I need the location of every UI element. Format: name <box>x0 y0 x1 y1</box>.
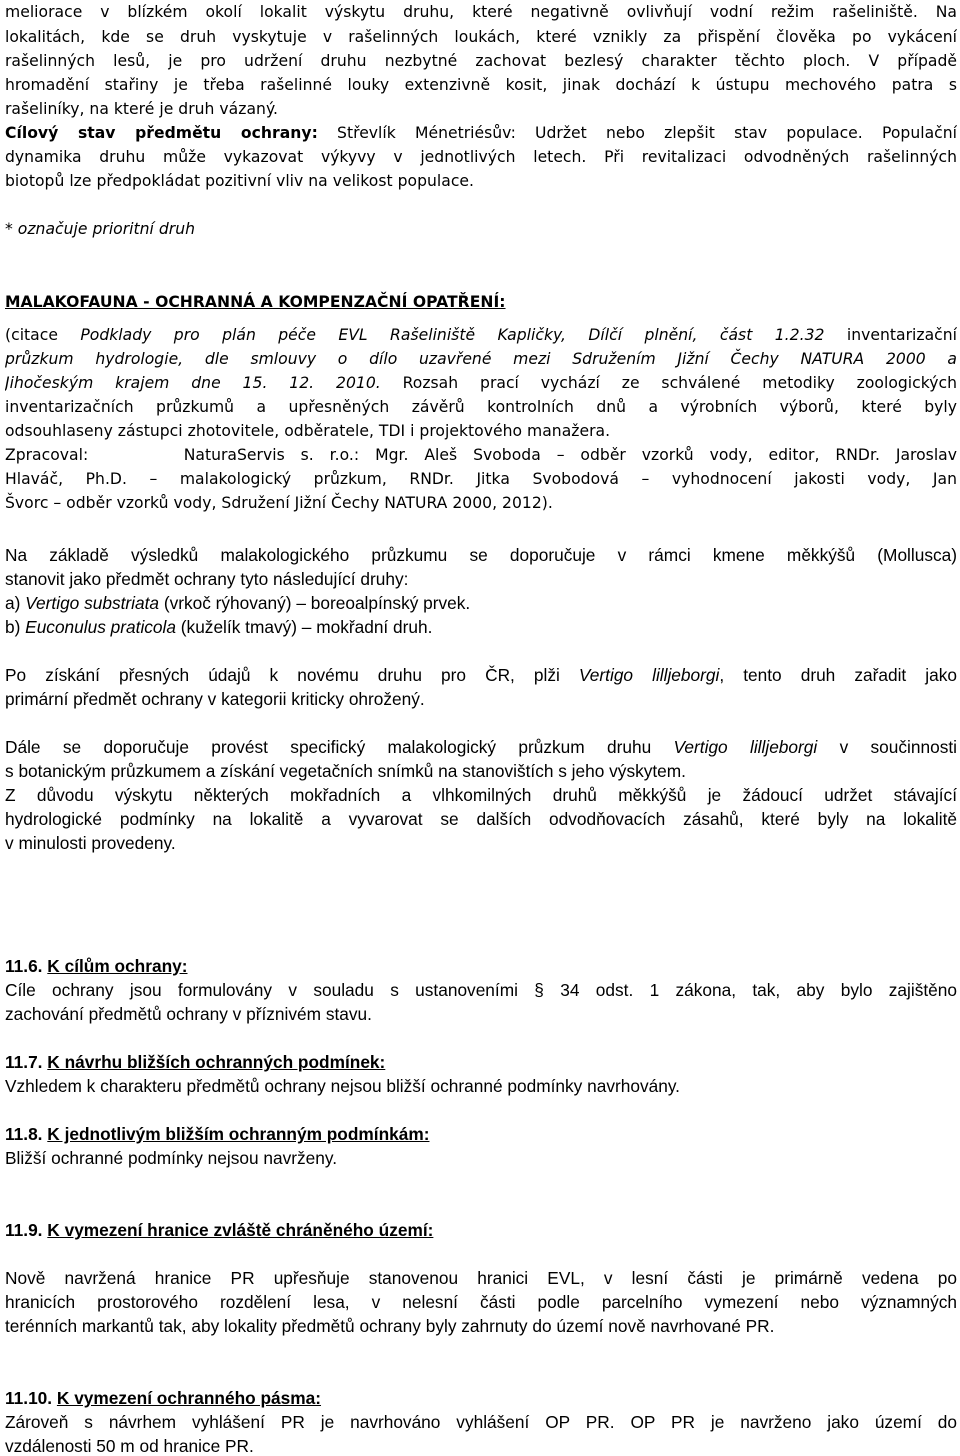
paragraph-line: hromadění stařiny je třeba rašelinné louky extenzivně kosit, jinak dochází k ústupu mechového patra s <box>5 76 957 94</box>
vertigo-paragraph-line <box>5 663 957 687</box>
section-text-line: Vzhledem k charakteru předmětů ochrany nejsou bližší ochranné podmínky navrhovány. <box>5 1076 680 1096</box>
citation-text: Jihočeským krajem dne 15. 12. 2010. <box>5 374 381 392</box>
section-heading-11-6 <box>5 954 957 978</box>
paragraph-line: rašeliníky, na které je druh vázaný. <box>5 100 278 118</box>
paragraph-line: rašelinných lesů, je pro udržení druhu nezbytné zachovat bezlesý charakter těchto ploch. V případě <box>5 52 957 70</box>
section-heading-11-8 <box>5 1122 957 1146</box>
survey-paragraph-line <box>5 735 957 759</box>
survey-paragraph-line: hydrologické podmínky na lokalitě a vyvarovat se dalších odvodňovacích zásahů, které byly na lokalitě <box>5 809 957 829</box>
goal-state-line <box>5 121 957 145</box>
section-heading-11-9 <box>5 1218 957 1242</box>
section-title: K jednotlivým bližším ochranným podmínkám: <box>47 1124 430 1144</box>
species-desc: (vrkoč rýhovaný) – boreoalpínský prvek. <box>159 593 471 613</box>
section-text-line: Bližší ochranné podmínky nejsou navrženy. <box>5 1148 338 1168</box>
citation-line: Hlaváč, Ph.D. – malakologický průzkum, RNDr. Jitka Svobodová – vyhodnocení jakosti vody, Jan <box>5 470 957 488</box>
citation-text: Rozsah prací vychází ze schválené metodiky zoologických <box>380 374 957 392</box>
paragraph-text: Po získání přesných údajů k novému druhu pro ČR, plži <box>5 665 579 685</box>
section-text-line: Cíle ochrany jsou formulovány v souladu s ustanoveními § 34 odst. 1 zákona, tak, aby bylo zajištěno <box>5 980 957 1000</box>
paragraph-line: lokalitách, kde se druh vyskytuje v rašelinných loukách, které vznikly za přispění člověka po vykácení <box>5 28 957 46</box>
species-item-b <box>5 615 957 639</box>
recommendation-line: stanovit jako předmět ochrany tyto následující druhy: <box>5 569 409 589</box>
section-title: K návrhu bližších ochranných podmínek: <box>47 1052 386 1072</box>
goal-state-line: biotopů lze předpokládat pozitivní vliv na velikost populace. <box>5 172 475 190</box>
survey-paragraph-line: s botanickým průzkumem a získání vegetačních snímků na stanovištích s jeho výskytem. <box>5 761 686 781</box>
paragraph-text: , tento druh zařadit jako <box>719 665 957 685</box>
goal-state-text: Střevlík Ménetriésův: Udržet nebo zlepšit stav populace. Populační <box>317 124 957 142</box>
section-text-line: Nově navržená hranice PR upřesňuje stanovenou hranici EVL, v lesní části je primárně vedena po <box>5 1268 957 1288</box>
section-number: 11.7. <box>5 1052 43 1072</box>
section-number: 11.8. <box>5 1124 43 1144</box>
section-title: K vymezení hranice zvláště chráněného území: <box>47 1220 434 1240</box>
citation-text: Podklady pro plán péče EVL Rašeliniště Kapličky, Dílčí plnění, část 1.2.32 <box>80 326 825 344</box>
paragraph-text: v součinnosti <box>817 737 957 757</box>
citation-line: průzkum hydrologie, dle smlouvy o dílo uzavřené mezi Sdružením Jižní Čechy NATURA 2000 a <box>5 350 957 368</box>
section-text-line: Zároveň s návrhem vyhlášení PR je navrhováno vyhlášení OP PR. OP PR je navrženo jako území do <box>5 1412 957 1432</box>
citation-line: odsouhlaseny zástupci zhotovitele, odběratele, TDI i projektového manažera. <box>5 422 611 440</box>
section-text-line: zachování předmětů ochrany v příznivém stavu. <box>5 1004 372 1024</box>
citation-line: Švorc – odběr vzorků vody, Sdružení Jižní Čechy NATURA 2000, 2012). <box>5 494 553 512</box>
goal-state-line: dynamika druhu může vykazovat výkyvy v jednotlivých letech. Při revitalizaci odvodněných rašelinných <box>5 148 957 166</box>
section-heading-11-7 <box>5 1050 957 1074</box>
priority-note: * označuje prioritní druh <box>5 220 196 238</box>
species-item-a <box>5 591 957 615</box>
citation-text: (citace <box>5 326 81 344</box>
list-marker: a) <box>5 593 26 613</box>
section-number: 11.9. <box>5 1220 43 1240</box>
section-title: K vymezení ochranného pásma: <box>56 1388 322 1408</box>
citation-text: inventarizační <box>824 326 957 344</box>
section-text-line: hranicích prostorového rozdělení lesa, v nelesní části podle parcelního vymezení nebo významných <box>5 1292 957 1312</box>
goal-state-label: Cílový stav předmětu ochrany: <box>5 124 318 142</box>
paragraph-text: Dále se doporučuje provést specifický malakologický průzkum druhu <box>5 737 674 757</box>
section-title: K cílům ochrany: <box>47 956 188 976</box>
species-name: Vertigo substriata <box>25 593 160 613</box>
paragraph-line: meliorace v blízkém okolí lokalit výskytu druhu, které negativně ovlivňují vodní režim rašeliniště. Na <box>5 3 957 21</box>
species-name: Euconulus praticola <box>25 617 176 637</box>
survey-paragraph-line: v minulosti provedeny. <box>5 833 176 853</box>
species-name: Vertigo lilljeborgi <box>578 665 720 685</box>
species-name: Vertigo lilljeborgi <box>673 737 818 757</box>
section-text-line: vzdálenosti 50 m od hranice PR. <box>5 1436 254 1456</box>
list-marker: b) <box>5 617 26 637</box>
citation-line <box>5 371 957 395</box>
section-text-line: terénních markantů tak, aby lokality předmětů ochrany byly zahrnuty do území nově navrhované PR. <box>5 1316 775 1336</box>
citation-line: Zpracoval: NaturaServis s. r.o.: Mgr. Aleš Svoboda – odběr vzorků vody, editor, RNDr. Jaroslav <box>5 446 957 464</box>
section-heading-11-10 <box>5 1386 957 1410</box>
citation-line <box>5 323 957 347</box>
survey-paragraph-line: Z důvodu výskytu některých mokřadních a vlhkomilných druhů měkkýšů je žádoucí udržet stávající <box>5 785 957 805</box>
section-number: 11.10. <box>5 1388 53 1408</box>
vertigo-paragraph-line: primární předmět ochrany v kategorii kriticky ohrožený. <box>5 689 425 709</box>
species-desc: (kuželík tmavý) – mokřadní druh. <box>176 617 433 637</box>
malakofauna-heading: MALAKOFAUNA - OCHRANNÁ A KOMPENZAČNÍ OPATŘENÍ: <box>5 293 506 311</box>
section-number: 11.6. <box>5 956 43 976</box>
citation-line: inventarizačních průzkumů a upřesněných závěrů kontrolních dnů a výrobních výborů, které byly <box>5 398 957 416</box>
recommendation-line: Na základě výsledků malakologického průzkumu se doporučuje v rámci kmene měkkýšů (Mollusca) <box>5 545 957 565</box>
